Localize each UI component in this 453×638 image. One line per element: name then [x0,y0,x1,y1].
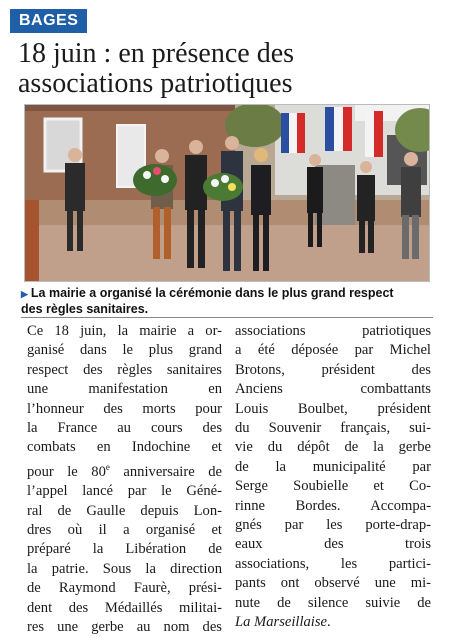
column-line: respect des règles sanitaires [27,361,222,378]
column-line: Louis Boulbet, président [235,400,431,417]
column-line: La Marseillaise. [235,614,331,631]
ceremony-photo-illustration [25,105,429,281]
column-line: l’honneur des morts pour [27,400,222,417]
column-line: res une gerbe au nom des [27,618,222,635]
column-line: ganisé dans le plus grand [27,342,222,359]
column-line: du Souvenir français, sui- [235,420,431,437]
anthem-title: La Marseillaise [235,614,328,631]
column-line: préparé la Libération de [27,541,222,558]
column-line: Brotons, président des [235,361,431,378]
column-line: dent des Médaillés militai- [27,599,222,616]
column-line: pants ont observé une mi- [235,575,431,592]
caption-divider [21,317,433,318]
column-line: Anciens combattants [235,381,431,398]
column-line: associations patriotiques [235,323,431,339]
column-line: eaux des trois [235,536,431,553]
article-column-2 [235,322,431,633]
column-line: la France au cours des [27,420,222,437]
article-headline [18,39,443,99]
column-line: une manifestation en [27,381,222,398]
photo-caption [21,286,431,317]
column-line: Ce 18 juin, la mairie a or- [27,323,222,339]
article-column-1 [27,322,222,637]
column-line: vie du dépôt de la gerbe [235,439,431,456]
ordinal-superscript: e [105,461,110,472]
column-line: associations, les partici- [235,555,431,572]
headline-line-1: 18 juin : en présence des [18,38,295,69]
caption-line-1: La mairie a organisé la cérémonie dans le plus grand respect [30,286,394,300]
caption-bullet-icon: ▶ [21,289,28,299]
section-tag: BAGES [10,9,87,33]
column-line: de Raymond Faurè, prési- [27,580,222,597]
column-line: rinne Bordes. Accompa- [235,497,431,514]
column-line: a été déposée par Michel [235,342,431,359]
column-line: ral de Gaulle depuis Lon- [27,502,222,519]
column-line: combats en Indochine et [27,439,222,456]
article-photo [24,104,430,282]
column-line: gnés par les porte-drap- [235,517,431,534]
column-line: dres où il a organisé et [27,521,222,538]
column-line: de la municipalité par [235,458,431,475]
column-line: pour le 80e anniversaire de [27,461,222,480]
column-line: Serge Soubielle et Co- [235,478,431,495]
column-line: la patrie. Sous la direction [27,560,222,577]
caption-line-2: des règles sanitaires. [21,302,149,316]
column-line: nute de silence suivie de [235,594,431,611]
headline-line-2: associations patriotiques [18,68,293,99]
column-line: l’appel lancé par le Géné- [27,483,222,500]
